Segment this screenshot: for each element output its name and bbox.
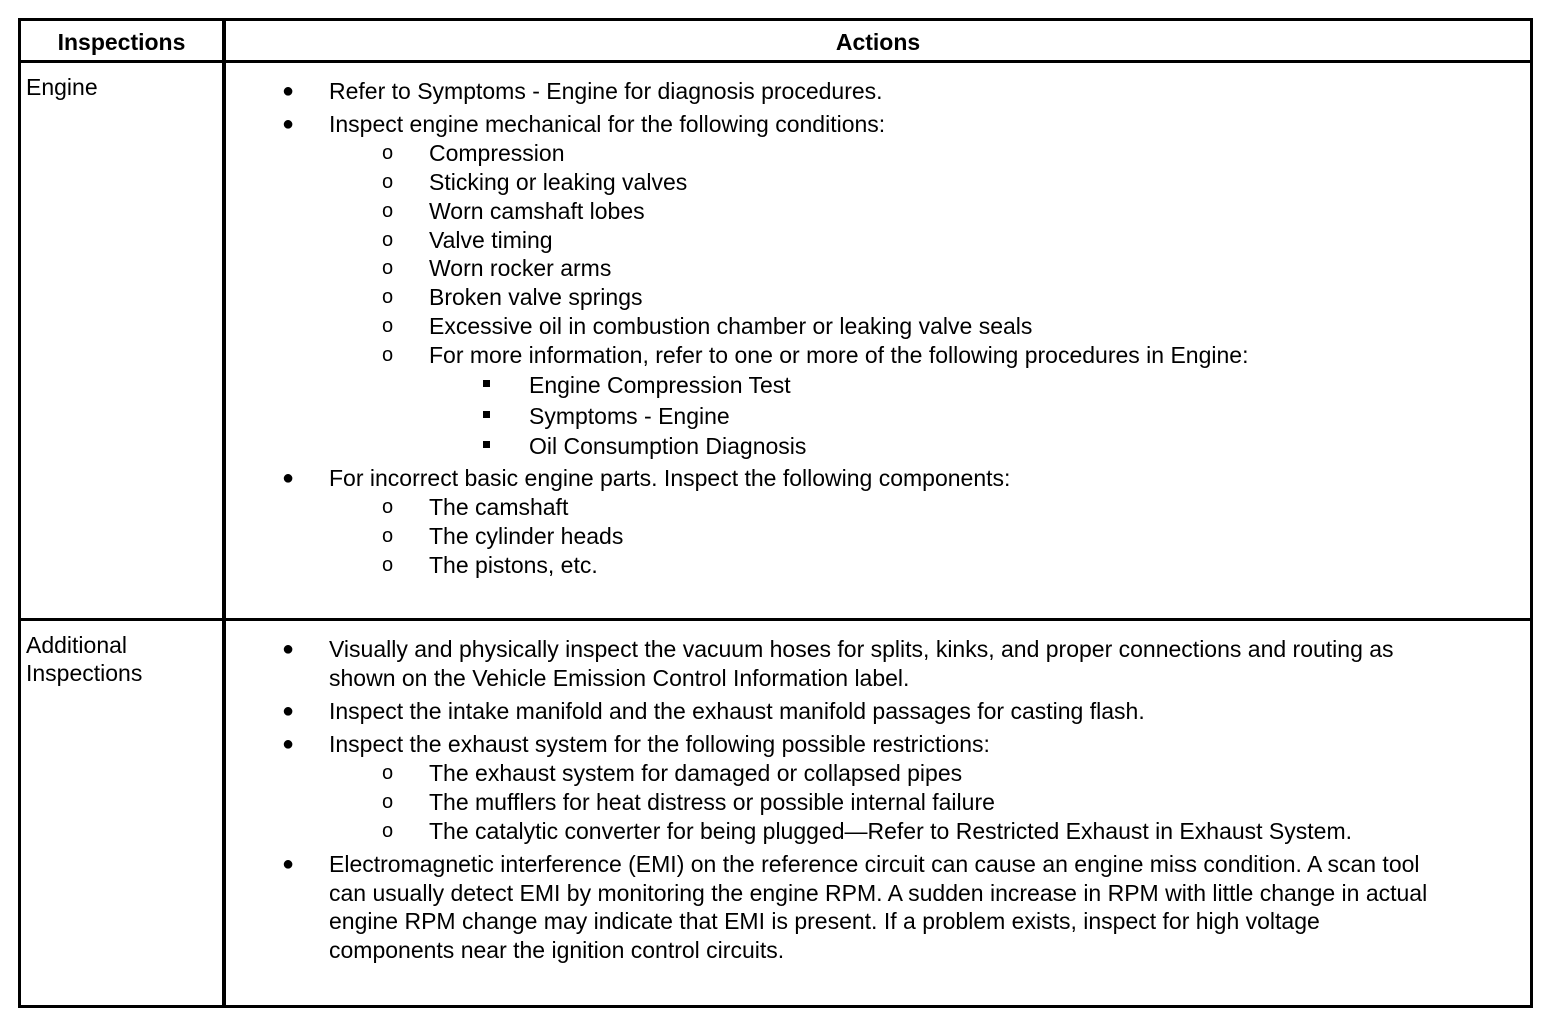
action-bullet-line: Electromagnetic interference (EMI) on the reference circuit can cause an engine miss condition. A scan tool bbox=[329, 851, 1420, 877]
header-actions: Actions bbox=[835, 29, 921, 55]
sub-bullet-marker: o bbox=[382, 762, 394, 784]
bullet-marker: ● bbox=[282, 700, 295, 722]
action-bullet-line: components near the ignition control circuits. bbox=[329, 937, 785, 963]
bullet-marker: ● bbox=[282, 733, 295, 755]
row-divider bbox=[21, 618, 1530, 621]
action-procedure: Engine Compression Test bbox=[529, 372, 791, 398]
sub-bullet-marker: o bbox=[382, 286, 394, 308]
action-sub-bullet: The camshaft bbox=[429, 494, 569, 520]
action-sub-bullet: The exhaust system for damaged or collapsed pipes bbox=[429, 760, 963, 786]
header-inspections: Inspections bbox=[57, 29, 186, 55]
sub-bullet-marker: o bbox=[382, 315, 394, 337]
bullet-marker: ● bbox=[282, 467, 295, 489]
action-sub-bullet: Broken valve springs bbox=[429, 284, 643, 310]
inspection-engine: Engine bbox=[26, 74, 98, 100]
square-bullet-marker bbox=[483, 380, 490, 387]
action-bullet: Refer to Symptoms - Engine for diagnosis procedures. bbox=[329, 78, 883, 104]
action-bullet-line: shown on the Vehicle Emission Control Information label. bbox=[329, 665, 910, 691]
action-bullet: Inspect the intake manifold and the exhaust manifold passages for casting flash. bbox=[329, 698, 1145, 724]
sub-bullet-marker: o bbox=[382, 554, 394, 576]
sub-bullet-marker: o bbox=[382, 171, 394, 193]
sub-bullet-marker: o bbox=[382, 791, 394, 813]
action-bullet-line: Visually and physically inspect the vacuum hoses for splits, kinks, and proper connections and routing as bbox=[329, 636, 1394, 662]
action-sub-bullet: Worn camshaft lobes bbox=[429, 198, 645, 224]
inspection-table bbox=[18, 18, 1533, 1008]
square-bullet-marker bbox=[483, 411, 490, 418]
sub-bullet-marker: o bbox=[382, 229, 394, 251]
sub-bullet-marker: o bbox=[382, 142, 394, 164]
action-bullet: Inspect engine mechanical for the following conditions: bbox=[329, 111, 886, 137]
bullet-marker: ● bbox=[282, 113, 295, 135]
action-sub-bullet: Excessive oil in combustion chamber or leaking valve seals bbox=[429, 313, 1033, 339]
sub-bullet-marker: o bbox=[382, 496, 394, 518]
action-sub-bullet: The cylinder heads bbox=[429, 523, 624, 549]
action-sub-bullet: The catalytic converter for being plugged—Refer to Restricted Exhaust in Exhaust System. bbox=[429, 818, 1352, 844]
bullet-marker: ● bbox=[282, 853, 295, 875]
action-sub-bullet: The pistons, etc. bbox=[429, 552, 598, 578]
action-bullet-line: can usually detect EMI by monitoring the engine RPM. A sudden increase in RPM with little change in actual bbox=[329, 880, 1428, 906]
sub-bullet-marker: o bbox=[382, 257, 394, 279]
inspection-additional-line1: Additional bbox=[26, 632, 128, 658]
action-bullet: Inspect the exhaust system for the following possible restrictions: bbox=[329, 731, 990, 757]
sub-bullet-marker: o bbox=[382, 200, 394, 222]
bullet-marker: ● bbox=[282, 80, 295, 102]
action-sub-bullet: Worn rocker arms bbox=[429, 255, 612, 281]
action-procedure: Symptoms - Engine bbox=[529, 403, 730, 429]
sub-bullet-marker: o bbox=[382, 525, 394, 547]
action-bullet: For incorrect basic engine parts. Inspect the following components: bbox=[329, 465, 1011, 491]
action-sub-bullet: Sticking or leaking valves bbox=[429, 169, 688, 195]
square-bullet-marker bbox=[483, 441, 490, 448]
bullet-marker: ● bbox=[282, 638, 295, 660]
column-divider bbox=[222, 21, 226, 1005]
action-sub-bullet: For more information, refer to one or more of the following procedures in Engine: bbox=[429, 342, 1249, 368]
action-sub-bullet: The mufflers for heat distress or possible internal failure bbox=[429, 789, 995, 815]
action-bullet-line: engine RPM change may indicate that EMI is present. If a problem exists, inspect for high voltage bbox=[329, 908, 1320, 934]
sub-bullet-marker: o bbox=[382, 820, 394, 842]
action-sub-bullet: Valve timing bbox=[429, 227, 553, 253]
action-sub-bullet: Compression bbox=[429, 140, 565, 166]
sub-bullet-marker: o bbox=[382, 344, 394, 366]
action-procedure: Oil Consumption Diagnosis bbox=[529, 433, 807, 459]
inspection-additional-line2: Inspections bbox=[26, 660, 143, 686]
